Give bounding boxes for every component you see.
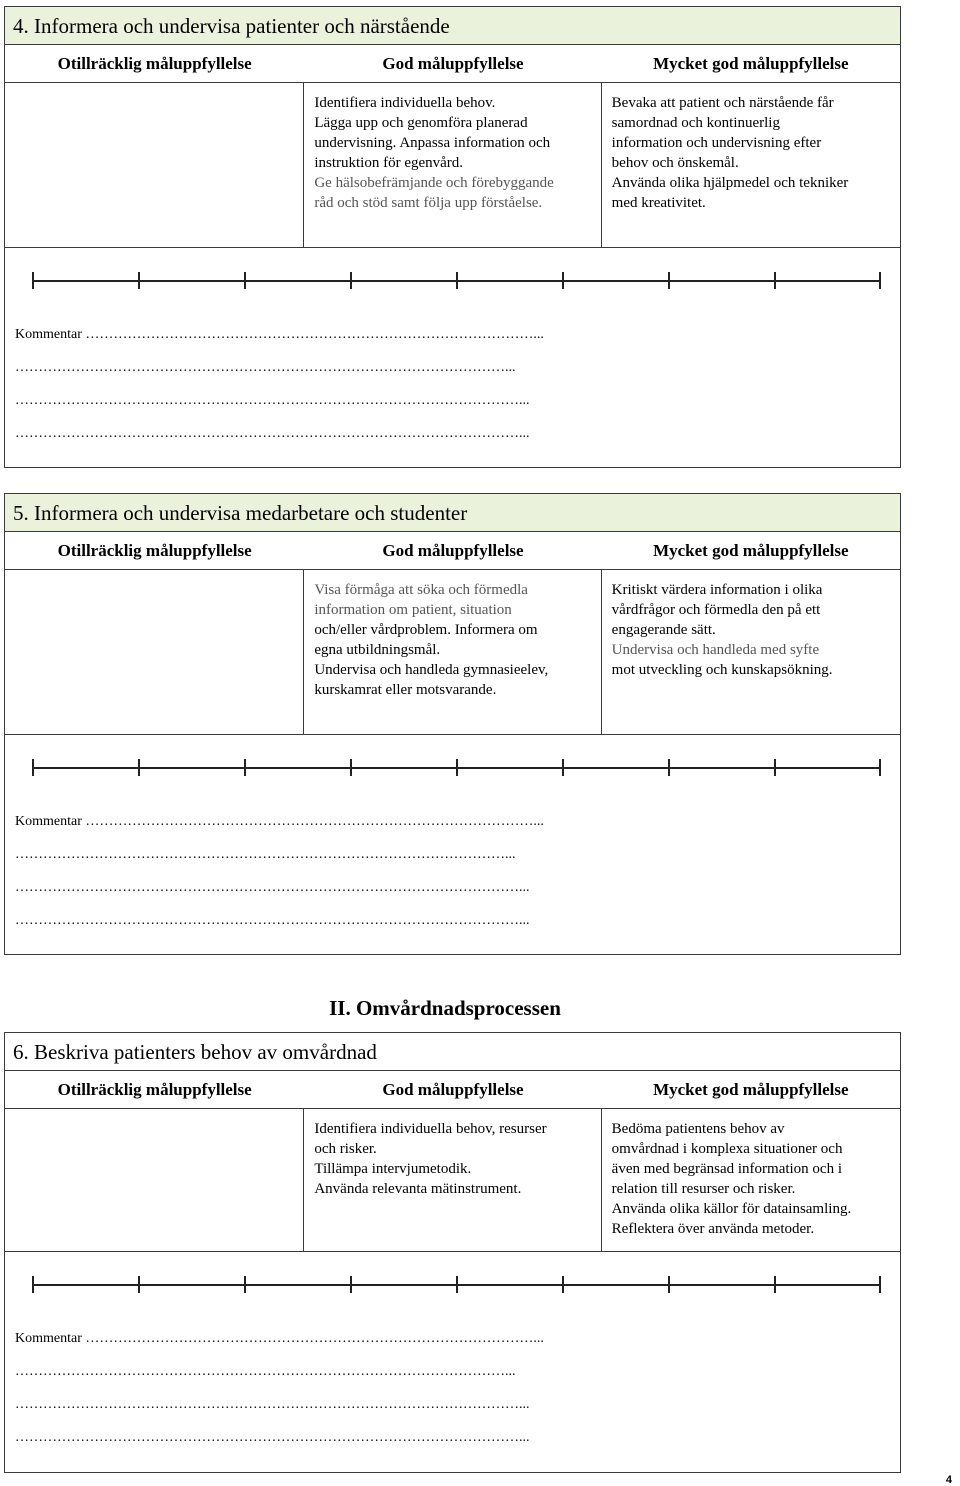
criteria-very-good	[602, 1109, 900, 1251]
criteria-line: instruktion för egenvård.	[314, 155, 464, 171]
scale-tick[interactable]	[879, 1276, 881, 1293]
comment-label: Kommentar	[15, 327, 82, 342]
criteria-row	[5, 83, 900, 248]
criteria-line: även med begränsad information och i	[611, 1161, 843, 1177]
criteria-line: Lägga upp och genomföra planerad	[314, 115, 528, 131]
criteria-line: information om patient, situation	[314, 602, 512, 618]
criteria-line: Identifiera individuella behov, resurser	[314, 1121, 547, 1137]
criteria-line: omvårdnad i komplexa situationer och	[611, 1141, 843, 1157]
comment-line	[15, 1322, 900, 1355]
criteria-line: Använda olika källor för datainsamling.	[611, 1201, 852, 1217]
section-6	[4, 1032, 901, 1473]
criteria-line: och risker.	[314, 1141, 377, 1157]
column-header-very-good: Mycket god måluppfyllelse	[653, 1080, 849, 1099]
criteria-row	[5, 1109, 900, 1252]
criteria-row	[5, 570, 900, 735]
scale-tick[interactable]	[244, 1276, 246, 1293]
criteria-line: Tillämpa intervjumetodik.	[314, 1161, 472, 1177]
criteria-good	[304, 83, 601, 247]
rating-scale[interactable]	[5, 1252, 900, 1322]
scale-tick[interactable]	[456, 1276, 458, 1293]
column-header-insufficient: Otillräcklig måluppfyllelse	[57, 541, 252, 560]
comment-line: ………………………………………………………………………………………………...	[15, 880, 530, 895]
criteria-line: Identifiera individuella behov.	[314, 95, 496, 111]
section-title: 4. Informera och undervisa patienter och närstående	[5, 7, 900, 45]
criteria-insufficient	[5, 570, 304, 734]
scale-tick[interactable]	[562, 272, 564, 289]
scale-tick[interactable]	[668, 1276, 670, 1293]
criteria-line: Visa förmåga att söka och förmedla	[314, 582, 528, 598]
comment-label: Kommentar	[15, 814, 82, 829]
column-header-good: God måluppfyllelse	[382, 1080, 524, 1099]
criteria-line: samordnad och kontinuerlig	[611, 115, 780, 131]
criteria-line: Använda relevanta mätinstrument.	[314, 1181, 522, 1197]
comment-area[interactable]	[5, 318, 900, 450]
scale-tick[interactable]	[879, 759, 881, 776]
column-headers	[5, 532, 900, 570]
comment-line: ……………………………………………………………………………………………...	[15, 1364, 516, 1379]
comment-line: ………………………………………………………………………………………………...	[15, 426, 530, 441]
column-header-insufficient: Otillräcklig måluppfyllelse	[57, 54, 252, 73]
scale-tick[interactable]	[138, 1276, 140, 1293]
section-title: 6. Beskriva patienters behov av omvårdnad	[5, 1033, 900, 1071]
criteria-line: relation till resurser och risker.	[611, 1181, 796, 1197]
criteria-good	[304, 570, 601, 734]
criteria-very-good	[602, 83, 900, 247]
section-5	[4, 493, 901, 955]
criteria-line: kurskamrat eller motsvarande.	[314, 682, 497, 698]
criteria-line: mot utveckling och kunskapsökning.	[611, 662, 833, 678]
criteria-line: Reflektera över använda metoder.	[611, 1221, 815, 1237]
scale-tick[interactable]	[350, 759, 352, 776]
criteria-good	[304, 1109, 601, 1251]
criteria-line: Ge hälsobefrämjande och förebyggande	[314, 175, 554, 191]
scale-tick[interactable]	[244, 759, 246, 776]
scale-tick[interactable]	[456, 272, 458, 289]
comment-line: ……………………………………………………………………………………………...	[15, 847, 516, 862]
criteria-line: egna utbildningsmål.	[314, 642, 441, 658]
scale-tick[interactable]	[668, 272, 670, 289]
criteria-very-good	[602, 570, 900, 734]
scale-tick[interactable]	[774, 759, 776, 776]
section-title: 5. Informera och undervisa medarbetare och studenter	[5, 494, 900, 532]
column-headers	[5, 1071, 900, 1109]
criteria-line: Kritiskt värdera information i olika	[611, 582, 823, 598]
comment-area[interactable]	[5, 805, 900, 937]
column-header-good: God måluppfyllelse	[382, 541, 524, 560]
criteria-line: Bedöma patientens behov av	[611, 1121, 785, 1137]
scale-tick[interactable]	[350, 272, 352, 289]
comment-label: Kommentar	[15, 1331, 82, 1346]
rating-scale[interactable]	[5, 735, 900, 805]
comment-line: ………………………………………………………………………………………………...	[15, 913, 530, 928]
comment-line: ……………………………………………………………………………………………...	[15, 360, 516, 375]
rating-scale[interactable]	[5, 248, 900, 318]
column-header-very-good: Mycket god måluppfyllelse	[653, 54, 849, 73]
comment-line: ………………………………………………………………………………………………...	[15, 1430, 530, 1445]
page-number: 4	[945, 1474, 952, 1486]
column-header-good: God måluppfyllelse	[382, 54, 524, 73]
comment-dots: ……………………………………………………………………………………...	[85, 1331, 544, 1346]
scale-tick[interactable]	[32, 272, 34, 289]
scale-tick[interactable]	[774, 1276, 776, 1293]
criteria-insufficient	[5, 1109, 304, 1251]
scale-tick[interactable]	[32, 759, 34, 776]
comment-dots: ……………………………………………………………………………………...	[85, 814, 544, 829]
scale-tick[interactable]	[138, 272, 140, 289]
comment-dots: ……………………………………………………………………………………...	[85, 327, 544, 342]
criteria-line: Bevaka att patient och närstående får	[611, 95, 834, 111]
column-header-insufficient: Otillräcklig måluppfyllelse	[57, 1080, 252, 1099]
criteria-line: behov och önskemål.	[611, 155, 739, 171]
criteria-insufficient	[5, 83, 304, 247]
criteria-line: råd och stöd samt följa upp förståelse.	[314, 195, 543, 211]
scale-tick[interactable]	[350, 1276, 352, 1293]
main-heading: II. Omvårdnadsprocessen	[329, 996, 561, 1020]
criteria-line: engagerande sätt.	[611, 622, 716, 638]
criteria-line: Undervisa och handleda med syfte	[611, 642, 820, 658]
scale-tick[interactable]	[774, 272, 776, 289]
column-header-very-good: Mycket god måluppfyllelse	[653, 541, 849, 560]
criteria-line: och/eller vårdproblem. Informera om	[314, 622, 538, 638]
scale-tick[interactable]	[879, 272, 881, 289]
scale-tick[interactable]	[562, 759, 564, 776]
column-headers	[5, 45, 900, 83]
criteria-line: Undervisa och handleda gymnasieelev,	[314, 662, 549, 678]
scale-tick[interactable]	[32, 1276, 34, 1293]
scale-tick[interactable]	[244, 272, 246, 289]
scale-tick[interactable]	[562, 1276, 564, 1293]
criteria-line: undervisning. Anpassa information och	[314, 135, 551, 151]
comment-line: ………………………………………………………………………………………………...	[15, 393, 530, 408]
criteria-line: med kreativitet.	[611, 195, 706, 211]
scale-tick[interactable]	[138, 759, 140, 776]
criteria-line: vårdfrågor och förmedla den på ett	[611, 602, 821, 618]
scale-tick[interactable]	[668, 759, 670, 776]
comment-line: ………………………………………………………………………………………………...	[15, 1397, 530, 1412]
comment-area[interactable]	[5, 1322, 900, 1454]
comment-line	[15, 318, 900, 351]
criteria-line: information och undervisning efter	[611, 135, 822, 151]
comment-line	[15, 805, 900, 838]
criteria-line: Använda olika hjälpmedel och tekniker	[611, 175, 849, 191]
section-4	[4, 6, 901, 468]
scale-tick[interactable]	[456, 759, 458, 776]
